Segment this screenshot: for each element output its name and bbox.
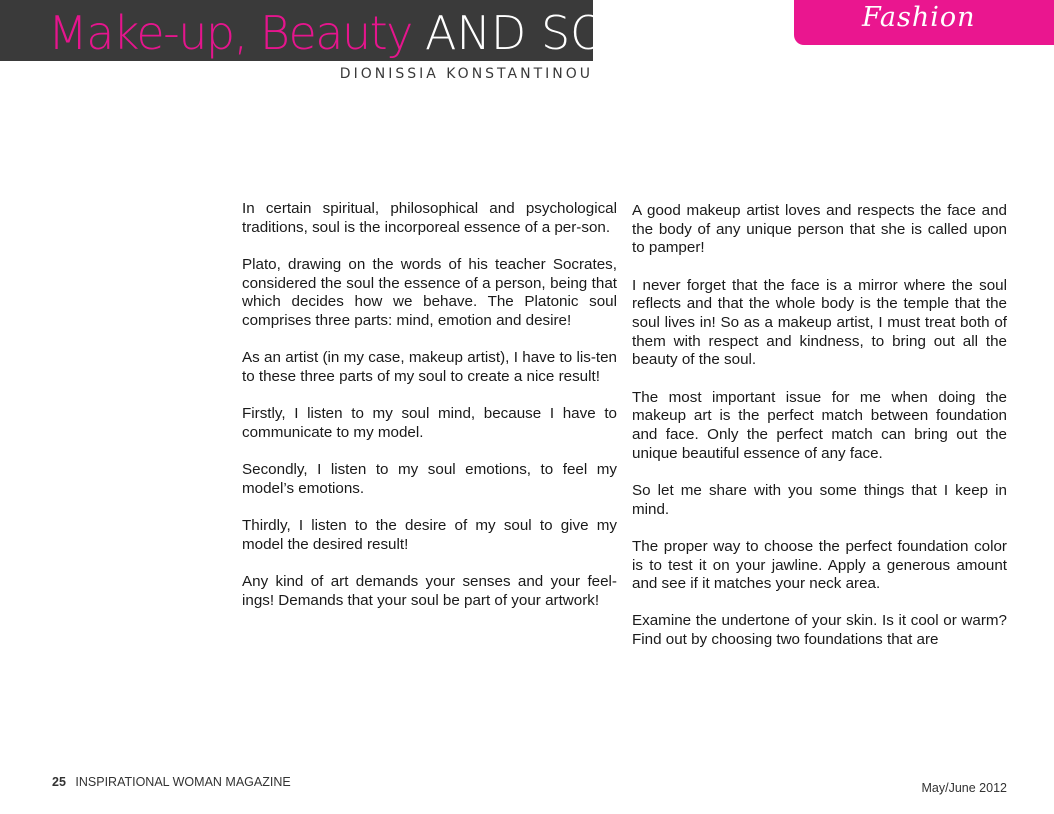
paragraph: Firstly, I listen to my soul mind, because I have to communicate to my model. <box>242 405 617 441</box>
paragraph: The most important issue for me when doing the makeup art is the perfect match between foundation and face. Only the perfect match can bring out the unique beautiful essence of any face. <box>632 388 1007 462</box>
section-tab <box>794 0 1054 45</box>
footer-publication <box>52 775 291 789</box>
magazine-name: INSPIRATIONAL WOMAN MAGAZINE <box>75 775 291 789</box>
paragraph: Examine the undertone of your skin. Is it cool or warm? Find out by choosing two foundations that are <box>632 612 1007 649</box>
paragraph: I never forget that the face is a mirror where the soul reflects and that the whole body is the temple that the soul lives in! So as a makeup artist, I must treat both of them with respect and kindness, to bring out all the beauty of the soul. <box>632 276 1007 369</box>
issue-date: May/June 2012 <box>921 781 1007 795</box>
section-label: Fashion <box>862 2 976 33</box>
author-byline: DIONISSIA KONSTANTINOU <box>339 66 593 82</box>
paragraph: Any kind of art demands your senses and your feel-ings! Demands that your soul be part of your artwork! <box>242 572 617 609</box>
title-white-part: AND SOUL <box>425 6 666 60</box>
paragraph: Plato, drawing on the words of his teacher Socrates, considered the soul the essence of a person, being that which decides how we behave. The Platonic soul comprises three parts: mind, emotion and desire! <box>242 255 617 330</box>
paragraph: Thirdly, I listen to the desire of my soul to give my model the desired result! <box>242 516 617 553</box>
paragraph: Secondly, I listen to my soul emotions, to feel my model’s emotions. <box>242 461 617 497</box>
title-banner <box>0 0 666 61</box>
paragraph: The proper way to choose the perfect foundation color is to test it on your jawline. Apply a generous amount and see if it matches your neck area. <box>632 537 1007 593</box>
paragraph: In certain spiritual, philosophical and psychological traditions, soul is the incorporeal essence of a per-son. <box>242 200 617 236</box>
article-column-right <box>632 202 1007 668</box>
article-title <box>48 4 666 62</box>
article-column-left <box>242 200 617 629</box>
paragraph: As an artist (in my case, makeup artist), I have to lis-ten to these three parts of my soul to create a nice result! <box>242 349 617 385</box>
page-number: 25 <box>52 775 66 789</box>
title-pink-part: Make-up, Beauty <box>48 6 412 60</box>
paragraph: So let me share with you some things that I keep in mind. <box>632 481 1007 518</box>
paragraph: A good makeup artist loves and respects the face and the body of any unique person that she is called upon to pamper! <box>632 202 1007 257</box>
